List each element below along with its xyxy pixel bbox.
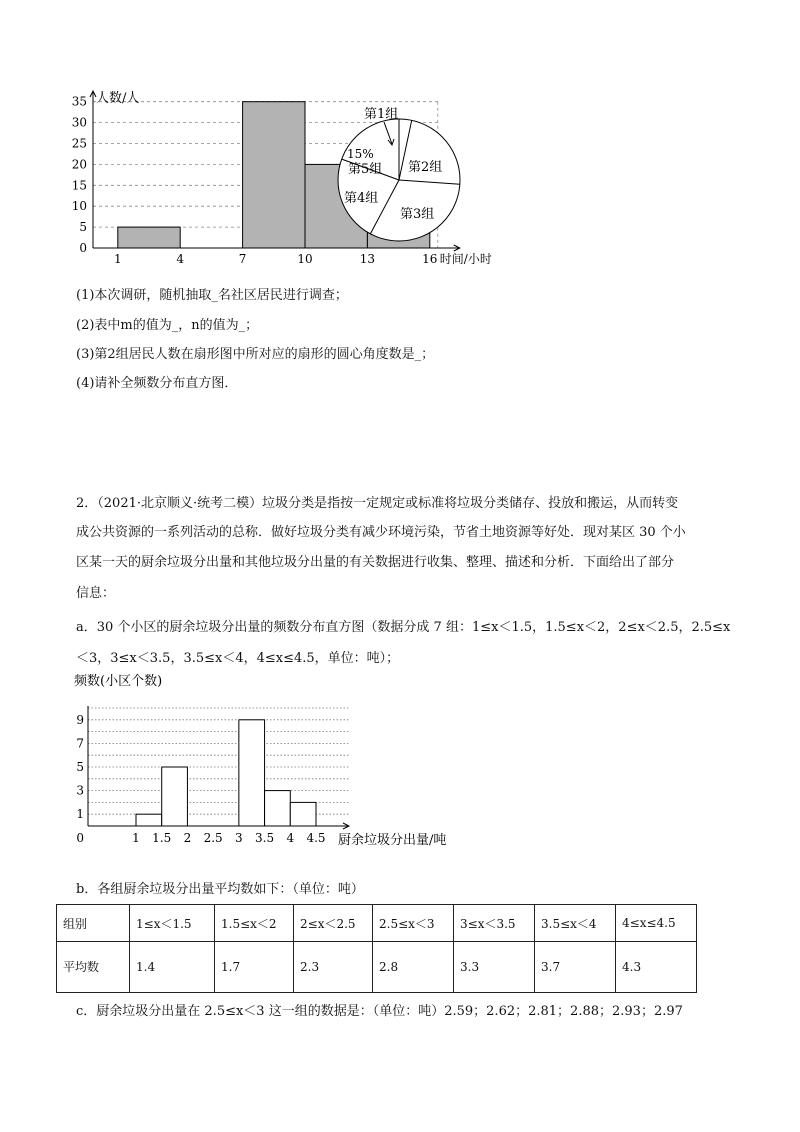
problem2-line-1: 2．（2021·北京顺义·统考二模）垃圾分类是指按一定规定或标准将垃圾分类储存、投放和搬运，从而转变	[76, 496, 679, 511]
y-tick-label: 5	[76, 760, 84, 774]
x-tick-label: 1	[132, 831, 140, 845]
table-mean-cell: 1.4	[130, 942, 215, 993]
question-2: (2)表中m的值为_，n的值为_；	[76, 318, 259, 333]
x-tick-label: 3	[235, 831, 243, 845]
x-tick-label: 16	[422, 252, 438, 266]
y-tick-label: 9	[76, 712, 84, 727]
x-tick-label: 2	[183, 831, 192, 845]
problem2-line-3: 区某一天的厨余垃圾分出量和其他垃圾分出量的有关数据进行收集、整理、描述和分析．下面给出了部分	[76, 555, 675, 570]
pie-label-group4: 第4组	[344, 191, 379, 206]
x-tick-label: 13	[359, 252, 376, 266]
question-3: (3)第2组居民人数在扇形图中所对应的扇形的圆心角度数是_；	[76, 347, 435, 362]
table-group-cell: 3.5≤x＜4	[535, 905, 616, 942]
y-tick-label: 25	[71, 136, 87, 151]
x-axis-label: 时间/小时	[439, 252, 492, 266]
group-mean-table	[56, 904, 697, 993]
x-tick-label: 1.5	[152, 831, 172, 845]
y-tick-label: 10	[71, 199, 87, 214]
histogram-bar	[136, 814, 162, 826]
problem2-line-2: 成公共资源的一系列活动的总称．做好垃圾分类有减少环境污染，节省土地资源等好处．现对某区 30 个小	[76, 525, 686, 540]
y-tick-label: 1	[76, 807, 84, 822]
y-tick-label: 20	[71, 157, 87, 172]
y-tick-label: 30	[71, 115, 87, 130]
y-tick-label: 3	[76, 783, 84, 798]
x-tick-label: 4	[176, 252, 185, 266]
y-tick-label: 7	[76, 736, 84, 751]
table-group-cell: 1≤x＜1.5	[130, 905, 215, 942]
histogram-bar	[162, 767, 188, 826]
y-tick-label: 0	[79, 241, 87, 255]
part-a-line-1: a．30 个小区的厨余垃圾分出量的频数分布直方图（数据分成 7 组：1≤x＜1.5，1.5≤x＜2，2≤x＜2.5，2.5≤x	[76, 620, 731, 635]
x-tick-label: 4.5	[306, 831, 326, 845]
table-mean-cell: 3.7	[535, 942, 616, 993]
table-header-group: 组别	[57, 905, 130, 942]
y-axis-label: 频数(小区个数)	[74, 674, 163, 689]
pie-label-group2: 第2组	[408, 160, 443, 175]
part-c-text: c．厨余垃圾分出量在 2.5≤x＜3 这一组的数据是：（单位：吨）2.59；2.62；2.81；2.88；2.93；2.97	[76, 1004, 683, 1019]
histogram-bar	[243, 102, 305, 248]
table-header-mean: 平均数	[57, 942, 130, 993]
histogram-bar	[290, 802, 316, 826]
group-pie-chart	[330, 98, 470, 258]
histogram-bar	[265, 791, 291, 826]
question-1: (1)本次调研，随机抽取_名社区居民进行调查；	[76, 288, 348, 303]
table-group-cell: 4≤x≤4.5	[616, 905, 697, 942]
table-mean-cell: 4.3	[616, 942, 697, 993]
table-mean-cell: 1.7	[215, 942, 294, 993]
pie-annotation-percent: 15%	[347, 147, 374, 161]
problem2-line-4: 信息：	[76, 586, 116, 601]
pie-label-group3: 第3组	[400, 207, 435, 222]
x-tick-label: 10	[297, 252, 313, 266]
kitchen-waste-histogram	[64, 672, 464, 852]
y-tick-label: 5	[79, 220, 87, 235]
pie-label-group1: 第1组	[364, 107, 399, 122]
x-tick-label: 2.5	[203, 831, 223, 845]
histogram-bar	[239, 720, 265, 826]
part-a-line-2: ＜3，3≤x＜3.5，3.5≤x＜4，4≤x≤4.5，单位：吨）；	[76, 651, 400, 666]
x-tick-label: 1	[113, 252, 122, 266]
origin-label: 0	[76, 831, 84, 845]
pie-label-group5: 第5组	[348, 162, 383, 177]
x-tick-label: 4	[286, 831, 295, 845]
table-group-cell: 1.5≤x＜2	[215, 905, 294, 942]
x-tick-label: 3.5	[255, 831, 275, 845]
y-tick-label: 15	[71, 178, 87, 193]
histogram-bar	[118, 227, 180, 248]
table-mean-cell: 3.3	[454, 942, 535, 993]
x-axis-label: 厨余垃圾分出量/吨	[338, 833, 447, 848]
table-group-cell: 2≤x＜2.5	[294, 905, 373, 942]
y-axis-label: 人数/人	[96, 91, 140, 106]
y-tick-label: 35	[71, 94, 87, 109]
part-b-text: b．各组厨余垃圾分出量平均数如下：（单位：吨）	[76, 882, 364, 897]
question-4: (4)请补全频数分布直方图．	[76, 376, 238, 391]
table-group-cell: 2.5≤x＜3	[373, 905, 454, 942]
table-group-cell: 3≤x＜3.5	[454, 905, 535, 942]
table-mean-cell: 2.3	[294, 942, 373, 993]
x-tick-label: 7	[238, 252, 247, 266]
table-mean-cell: 2.8	[373, 942, 454, 993]
